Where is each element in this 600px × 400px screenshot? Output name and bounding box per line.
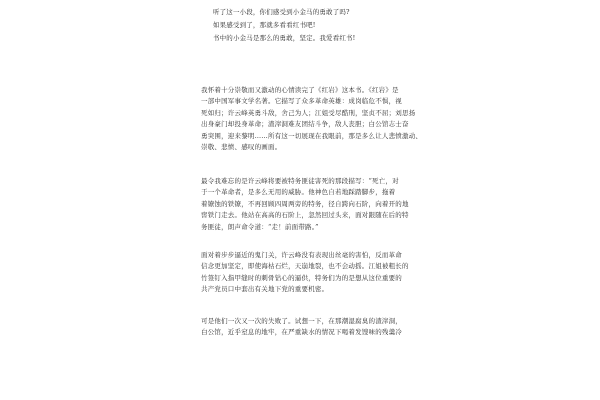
paragraph-line: 最令我难忘的是许云峰将要被特务匪徒害死的那段描写：“死亡，对 [201,177,399,185]
paragraph-line: 出身豪门却投身革命；渣滓洞难友团结斗争，敌人丧胆；白公馆志士奋 [201,120,409,129]
paragraph-3 [201,250,409,296]
paragraph-line: 白公馆，近乎窒息的地牢，在严重缺水的情况下喝着发馊味的残羹冷 [201,328,402,337]
paragraph-line: 着镣蚀的铁镣，不再回顾四周两旁的特务，径自跨向石阶，向着开的地 [201,199,409,208]
paragraph-line: 于一个革命者，是多么无用的威胁。他神色自若地踩踏脚步，拖着 [201,188,396,197]
paragraph-1 [201,85,423,153]
paragraph-line: 共产党员口中套出有关地下党的重要机密。 [201,285,329,294]
paragraph-line: 窖铁门走去。他站在高高的石阶上，忽然回过头来，面对跟随在后的特 [201,211,409,220]
paragraph-line: 勇突围，迎来黎明……所有这一切展现在我眼前，那是多么让人悲愤激动、 [201,131,423,140]
paragraph-2 [201,176,409,233]
paragraph-line: 面对着步步逼近的鬼门关，许云峰没有表现出丝毫的害怕，反而革命 [201,251,402,259]
paragraph-line: 竹签钉入指甲缝时的刺骨钻心的逼供，特务们为的是想从这位重要的 [201,273,402,282]
paragraph-line: 可是他们一次又一次的失败了。试想一下，在那潮湿腐臭的渣滓洞， [201,317,402,325]
paragraph-line: 一部中国军事文学名著。它描写了众多革命英雄：成岗临危不惧，视 [201,97,402,106]
paragraph-line: 信念更加坚定，即使海枯石烂，天崩地裂，也不会动摇。江姐被粗长的 [201,262,409,271]
intro-line: 书中的小金马是那么的勇敢，坚定。我爱看红书! [213,34,356,43]
paragraph-line: 死如归；许云峰英勇斗敌，舍己为人；江姐受尽酷刑，坚贞不屈；刘思扬 [201,108,416,117]
paragraph-line: 我怀着十分崇敬而又激动的心情读完了《红岩》这本书。《红岩》是 [201,86,399,94]
intro-line: 如果感受到了，那就多看看红书吧! [213,21,316,30]
intro-line: 听了这一小段，你们感受到小金马的勇敢了吗? [213,8,350,16]
intro-block [213,6,413,46]
paragraph-line: 崇敬、悲愤、感叹的画面。 [201,143,282,152]
paragraph-line: 务匪徒，朗声命令道：“走！前面带路。” [201,222,319,231]
paragraph-4 [201,316,402,339]
